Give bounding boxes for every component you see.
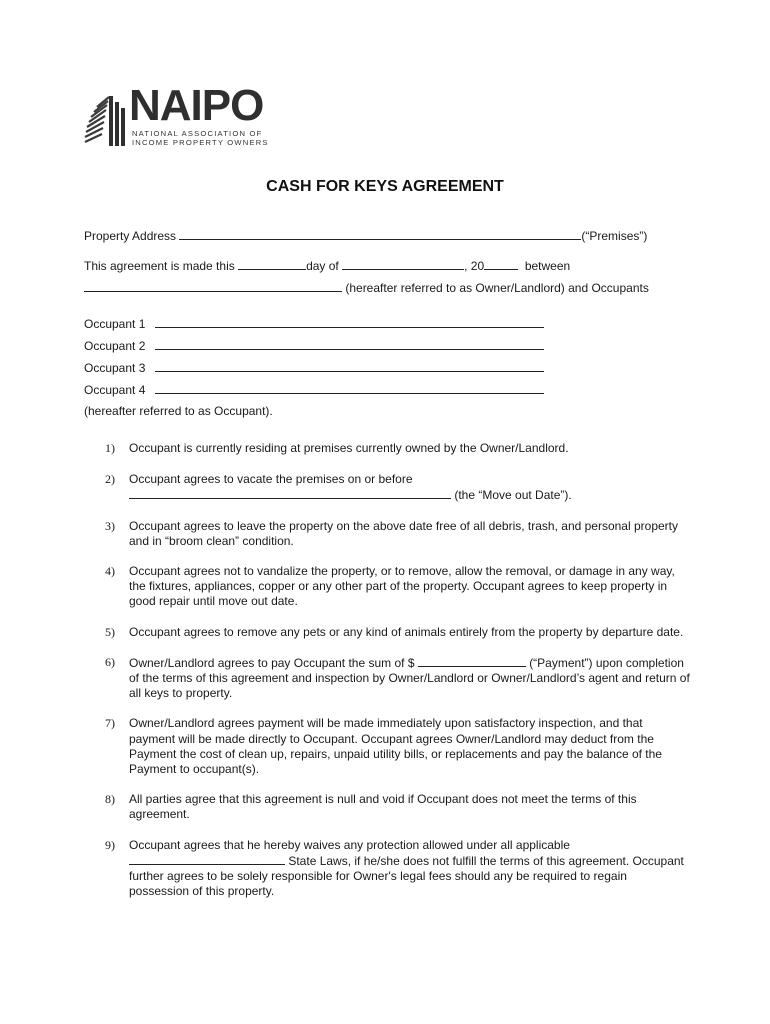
clause-7	[105, 716, 690, 777]
clause-text: Owner/Landlord agrees payment will be made immediately upon satisfactory inspection, and that payment will be made directly to Occupant. Occupant agrees Owner/Landlord may deduct from the Payment the cost of clean up, repairs, unpaid utility bills, or replacements and pay the balance of the Payment to occupant(s).	[129, 716, 662, 777]
occupant-row	[84, 360, 544, 375]
occupant-label: Occupant 4	[84, 383, 146, 397]
clause-text: Occupant agrees to vacate the premises on or before	[129, 472, 413, 487]
occupant-row	[84, 316, 544, 331]
move-out-date-field[interactable]	[129, 487, 451, 499]
between-label: between	[524, 259, 571, 273]
clause-text: Occupant agrees that he hereby waives any protection allowed under all applicable	[129, 837, 570, 852]
logo-wordmark: NAIPO	[129, 81, 264, 130]
logo-subtitle-line2: INCOME PROPERTY OWNERS	[132, 138, 269, 147]
clause-number: 6)	[105, 654, 115, 669]
agreement-date-line	[84, 258, 570, 273]
clause-4	[105, 564, 690, 610]
year-prefix-label: , 20	[464, 259, 485, 273]
clause-number: 9)	[105, 837, 115, 852]
owner-landlord-field[interactable]	[84, 280, 342, 292]
naipo-logo	[82, 81, 272, 150]
clause-number: 4)	[105, 564, 115, 579]
year-field[interactable]	[484, 258, 518, 270]
clause-3	[105, 519, 690, 549]
clause-9	[105, 838, 690, 900]
clause-number: 5)	[105, 624, 115, 639]
premises-label: (“Premises”)	[581, 229, 648, 243]
clause-text: (“Payment”) upon completion of the terms of this agreement and inspection by Owner/Landlord or Owner/Landlord’s agent and return of all keys to property.	[129, 655, 690, 701]
clause-number: 8)	[105, 792, 115, 807]
owner-landlord-line	[84, 280, 649, 295]
occupant-4-field[interactable]	[155, 382, 544, 394]
owner-landlord-label: (hereafter referred to as Owner/Landlord) and Occupants	[345, 281, 649, 295]
clause-text: Occupant is currently residing at premises currently owned by the Owner/Landlord.	[129, 441, 569, 455]
month-field[interactable]	[342, 258, 464, 270]
occupant-1-field[interactable]	[155, 316, 544, 328]
made-this-label: This agreement is made this	[84, 259, 235, 273]
clause-6	[105, 655, 690, 702]
clause-number: 3)	[105, 518, 115, 533]
clause-text: State Laws, if he/she does not fulfill the terms of this agreement. Occupant further agrees to be solely responsible for Owner's legal fees should any be required to regain possession of this property.	[129, 853, 684, 899]
occupant-label: Occupant 1	[84, 317, 146, 331]
state-name-field[interactable]	[129, 853, 285, 865]
move-out-date-label: (the “Move out Date”).	[454, 488, 572, 503]
property-address-field[interactable]	[179, 228, 581, 240]
clause-1	[105, 441, 690, 456]
occupant-3-field[interactable]	[155, 360, 544, 372]
clause-2	[105, 472, 690, 503]
clause-8	[105, 792, 690, 822]
building-logo-icon	[82, 92, 128, 148]
occupant-label: Occupant 3	[84, 361, 146, 375]
clause-number: 1)	[105, 441, 115, 455]
payment-amount-field[interactable]	[418, 655, 526, 667]
occupant-2-field[interactable]	[155, 338, 544, 350]
clause-5	[105, 625, 690, 640]
occupant-row	[84, 338, 544, 353]
clause-text: Owner/Landlord agrees to pay Occupant the sum of $	[129, 655, 415, 670]
property-address-line	[84, 228, 647, 243]
day-field[interactable]	[238, 258, 306, 270]
clause-text: Occupant agrees not to vandalize the property, or to remove, allow the removal, or damage in any way, the fixtures, appliances, copper or any other part of the property. Occupant agrees to keep property in good repair until move out date.	[129, 564, 675, 609]
clause-list	[105, 441, 690, 899]
occupant-row	[84, 382, 544, 397]
clause-text: Occupant agrees to leave the property on the above date free of all debris, trash, and personal property and in “broom clean” condition.	[129, 518, 679, 548]
occupant-note: (hereafter referred to as Occupant).	[84, 404, 273, 418]
clause-number: 2)	[105, 472, 115, 487]
property-address-label: Property Address	[84, 229, 177, 243]
occupant-label: Occupant 2	[84, 339, 146, 353]
logo-subtitle-line1: NATIONAL ASSOCIATION OF	[132, 129, 263, 138]
day-of-label: day of	[306, 259, 339, 273]
clause-number: 7)	[105, 716, 115, 731]
clause-text: Occupant agrees to remove any pets or any kind of animals entirely from the property by departure date.	[129, 624, 684, 639]
document-title: CASH FOR KEYS AGREEMENT	[266, 178, 504, 195]
clause-text: All parties agree that this agreement is null and void if Occupant does not meet the terms of this agreement.	[129, 792, 637, 822]
